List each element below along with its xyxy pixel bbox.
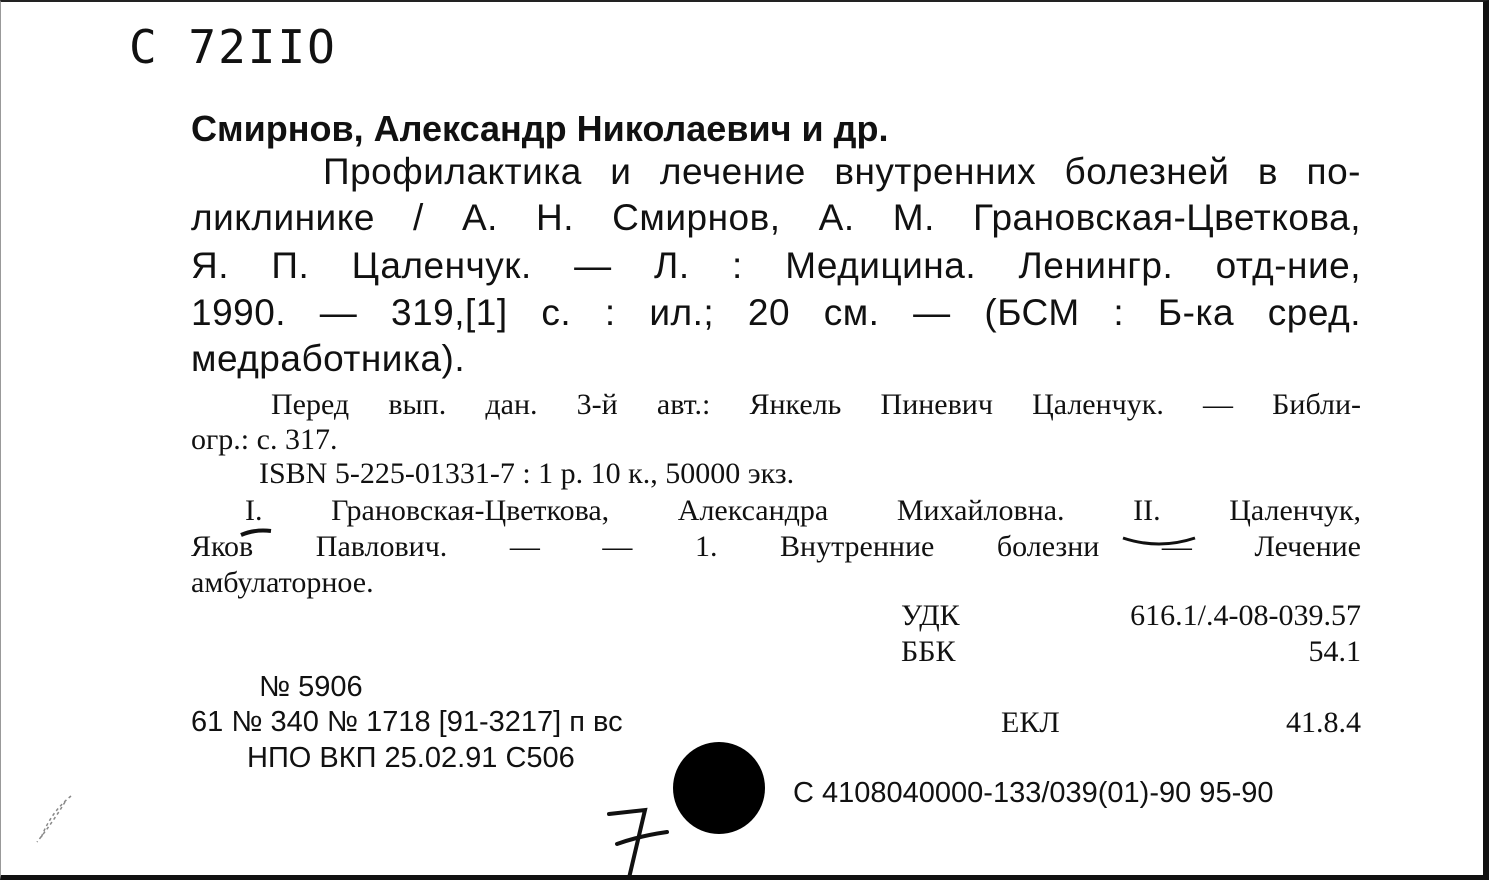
classification-code: С 4108040000-133/039(01)-90 95-90	[793, 777, 1274, 809]
description-line-5: медработника).	[191, 338, 466, 379]
handwritten-dash-mark	[1119, 532, 1199, 552]
description-line-3: Я. П. Цаленчук. — Л. : Медицина. Ленингр. отд-ние,	[191, 245, 1361, 286]
description-line-1: Профилактика и лечение внутренних болезней в по-	[323, 151, 1361, 192]
black-dot-mark	[673, 742, 765, 834]
tracing-line-3: амбулаторное.	[191, 566, 374, 599]
npo-line: НПО ВКП 25.02.91 С506	[247, 742, 575, 774]
card-call-number: С 72ІІО	[129, 20, 337, 74]
handwritten-seven-mark	[603, 802, 673, 880]
tracing-line-1: I. Грановская-Цветкова, Александра Михайловна. II. Цаленчук,	[245, 494, 1361, 527]
pencil-scribble-mark	[31, 792, 81, 852]
description-line-4: 1990. — 319,[1] с. : ил.; 20 см. — (БСМ : Б-ка сред.	[191, 292, 1361, 333]
tracing-line-2: Яков Павлович. — — 1. Внутренние болезни — Лечение	[191, 530, 1361, 563]
ekl-code: ЕКЛ 41.8.4	[1001, 706, 1361, 739]
print-line: 61 № 340 № 1718 [91-3217] п вс	[191, 706, 623, 738]
isbn-line: ISBN 5-225-01331-7 : 1 р. 10 к., 50000 экз.	[259, 457, 795, 490]
bbk-code: ББК 54.1	[901, 635, 1361, 668]
handwritten-overline-mark	[239, 527, 273, 539]
udk-code: УДК 616.1/.4-08-039.57	[901, 599, 1361, 632]
entry-number: № 5906	[259, 671, 363, 703]
description-line-2: ликлинике / А. Н. Смирнов, А. М. Грановская-Цветкова,	[191, 197, 1361, 238]
author-heading: Смирнов, Александр Николаевич и др.	[191, 108, 889, 149]
note-line-2: огр.: с. 317.	[191, 423, 338, 456]
note-line-1: Перед вып. дан. 3-й авт.: Янкель Пиневич Цаленчук. — Библи-	[271, 388, 1361, 421]
